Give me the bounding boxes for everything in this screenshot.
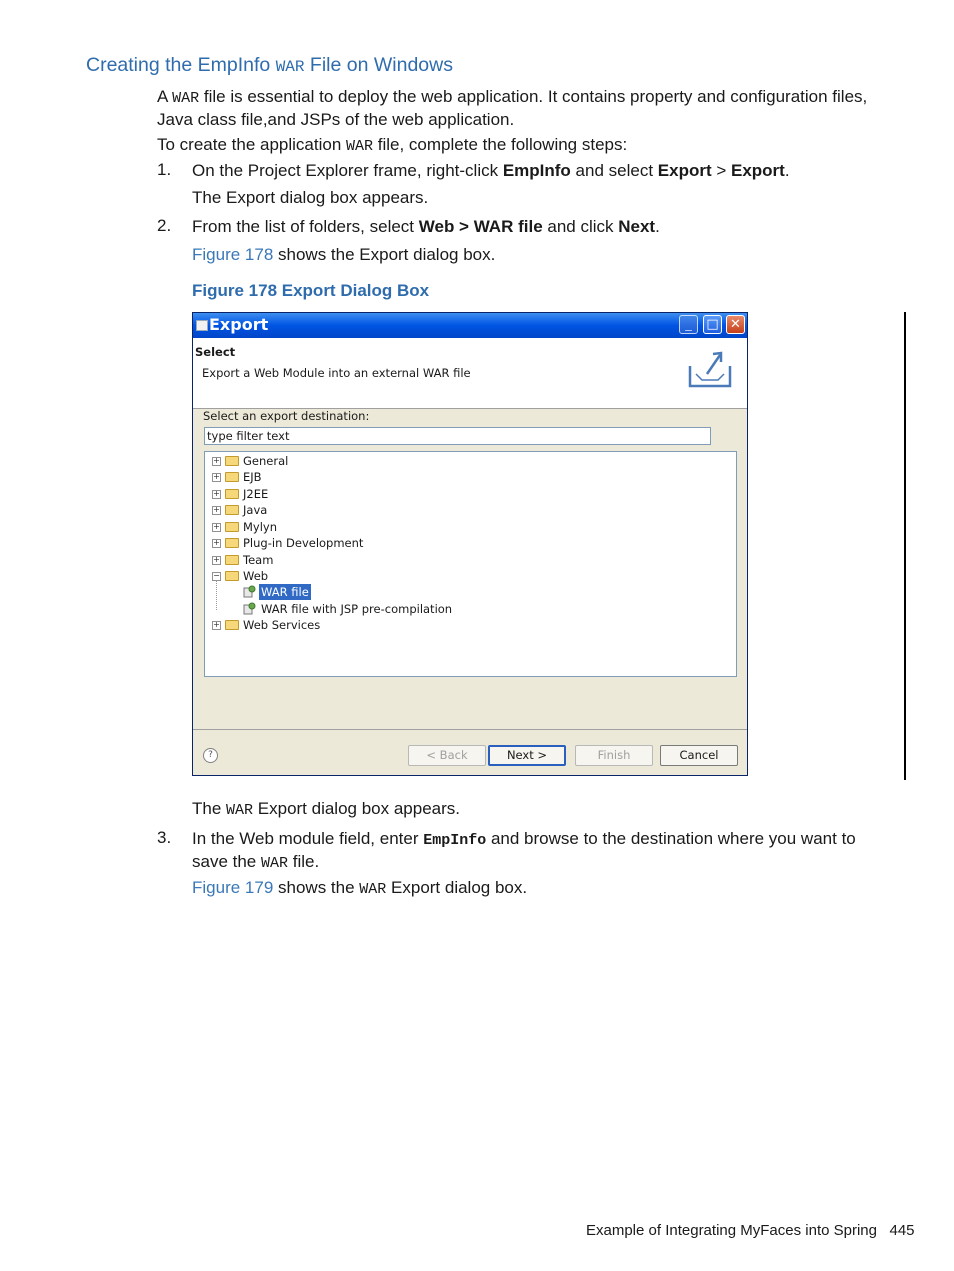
filter-input[interactable]: type filter text xyxy=(204,427,711,445)
footer-separator xyxy=(193,729,747,730)
close-icon[interactable]: ✕ xyxy=(726,315,745,334)
folder-icon xyxy=(225,555,239,565)
page-number: 445 xyxy=(889,1222,915,1239)
export-wizard-icon xyxy=(687,350,733,390)
selected-label: WAR file xyxy=(261,585,309,599)
step-1-result: The Export dialog box appears. xyxy=(192,188,429,207)
banner-heading: Select xyxy=(195,345,236,359)
step-3-text: In the Web module field, enter EmpInfo and browse to the destination where you want to save the WAR file. xyxy=(192,829,856,872)
step-1-text: On the Project Explorer frame, right-click EmpInfo and select Export > Export. xyxy=(192,161,790,180)
folder-icon xyxy=(225,620,239,630)
window-icon xyxy=(196,320,208,331)
war-file-icon xyxy=(243,602,256,615)
figure-178-link[interactable]: Figure 178 xyxy=(192,245,274,264)
steps-intro: To create the application WAR file, complete the following steps: xyxy=(157,135,628,155)
export-dialog xyxy=(192,312,748,776)
war-file-icon xyxy=(243,585,256,598)
step-number: 1. xyxy=(157,160,172,179)
footer-text: Example of Integrating MyFaces into Spring xyxy=(586,1222,877,1239)
folder-icon xyxy=(225,522,239,532)
folder-icon xyxy=(225,456,239,466)
expand-icon[interactable]: + xyxy=(213,538,220,547)
collapse-icon[interactable]: − xyxy=(213,571,220,580)
step-number: 3. xyxy=(157,828,172,847)
step-2-text: From the list of folders, select Web > WAR file and click Next. xyxy=(192,217,660,236)
folder-open-icon xyxy=(225,571,239,581)
after-figure-text: The WAR Export dialog box appears. xyxy=(192,799,461,819)
expand-icon[interactable]: + xyxy=(213,456,220,465)
intro-paragraph: A WAR file is essential to deploy the web application. It contains property and configuration files, Java class file,and JSPs of the web application. xyxy=(157,87,868,129)
folder-icon xyxy=(225,538,239,548)
folder-icon xyxy=(225,505,239,515)
step-2-figure-ref: Figure 178 shows the Export dialog box. xyxy=(192,245,496,264)
finish-button[interactable]: Finish xyxy=(575,745,653,766)
section-title-code: WAR xyxy=(275,58,305,76)
page-footer xyxy=(586,1222,915,1239)
figure-caption: Figure 178 Export Dialog Box xyxy=(192,281,430,300)
step-number: 2. xyxy=(157,216,172,235)
banner-description: Export a Web Module into an external WAR file xyxy=(202,366,471,380)
expand-icon[interactable]: + xyxy=(213,489,220,498)
next-button[interactable]: Next > xyxy=(488,745,566,766)
dialog-titlebar[interactable] xyxy=(193,313,747,338)
section-title-text: Creating the EmpInfo xyxy=(86,54,276,76)
help-icon[interactable]: ? xyxy=(203,748,218,763)
destination-label: Select an export destination: xyxy=(203,409,370,423)
section-title xyxy=(86,54,453,77)
change-bar xyxy=(904,312,906,780)
expand-icon[interactable]: + xyxy=(213,555,220,564)
dialog-banner xyxy=(193,338,747,409)
dialog-title: Export xyxy=(209,315,269,334)
step-3-figure-ref: Figure 179 shows the WAR Export dialog box. xyxy=(192,878,528,898)
expand-icon[interactable]: + xyxy=(213,505,220,514)
expand-icon[interactable]: + xyxy=(213,522,220,531)
figure-179-link[interactable]: Figure 179 xyxy=(192,878,274,897)
folder-icon xyxy=(225,472,239,482)
section-title-text-end: File on Windows xyxy=(304,54,453,76)
expand-icon[interactable]: + xyxy=(213,472,220,481)
expand-icon[interactable]: + xyxy=(213,620,220,629)
folder-icon xyxy=(225,489,239,499)
minimize-icon[interactable]: _ xyxy=(679,315,698,334)
back-button[interactable]: < Back xyxy=(408,745,486,766)
maximize-icon[interactable]: □ xyxy=(703,315,722,334)
tree-guide-line xyxy=(216,580,218,610)
cancel-button[interactable]: Cancel xyxy=(660,745,738,766)
destination-tree[interactable]: + General + EJB + J2EE + Java + Mylyn + Plug-in Development + Team − Web WAR file WAR file with JSP pre-compilation + Web Services xyxy=(204,451,737,677)
